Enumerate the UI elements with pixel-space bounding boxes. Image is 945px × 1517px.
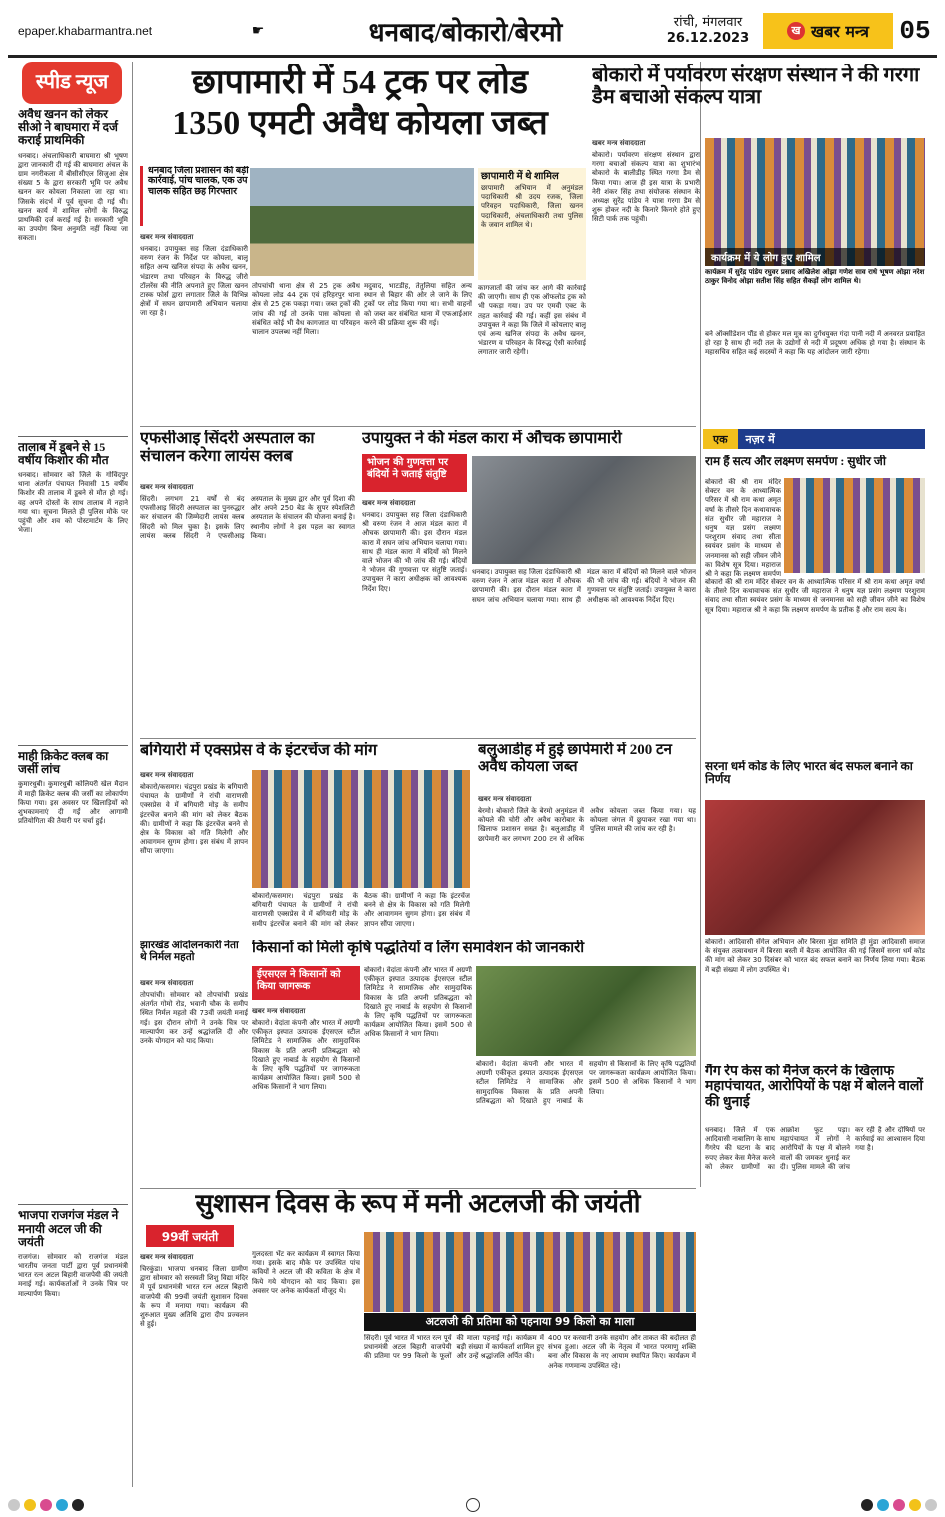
registration-dot xyxy=(861,1499,873,1511)
nazar-story2-body: बोकारो। आदिवासी सेंगेल अभियान और बिरसा मुंडा समिति ही मुंडा आदिवासी समाज के संयुक्त तत्वावधान में बिरसा बस्ती में बैठक आयोजित की गई जिसमें सरना धर्म कोड की मांग को लेकर 30 दिसंबर को भारत बंद सफल बनाने का निर्णय लिया गया। बैठक में बड़ी संख्या में लोग उपस्थित थे। xyxy=(705,938,925,974)
atal-col-2: गुलदस्ता भेंट कर कार्यक्रम में स्वागत किया गया। इसके बाद मौके पर उपस्थित पांच कवियों ने अटल जी की कविता के क्षेत्र में किये गये योगदान को याद किया। इस अवसर पर अनेक कार्यकर्ता मौजूद थे। xyxy=(252,1250,360,1295)
divider xyxy=(18,745,128,746)
atal-tag: 99वीं जयंती xyxy=(146,1225,234,1247)
registration-dot xyxy=(24,1499,36,1511)
lead-title-line2: 1350 एमटी अवैध कोयला जब्त xyxy=(172,105,548,143)
atal-col-4: 400 पर करवानी उनके सहयोग और ताकत की बदौलत ही संभव हुआ। अटल जी के नेतृत्व में भारत परमाणु शक्ति बना और विकास के नए आयाम स्थापित किए। कार्यक्रम में अनेक गणमान्य उपस्थित रहे। xyxy=(548,1334,696,1370)
lead-body: धनबाद। उपायुक्त सह जिला दंडाधिकारी वरुण रंजन के निर्देश पर कोयला, बालू सहित अन्य खनिज संपदा के अवैध खनन, भंडारण तथा परिवहन के विरुद्ध जीरो टॉलरेंस की नीति अपनाते हुए जिला खनन टास्क फोर्स द्वारा लगातार जिले के विभिन्न क्षेत्रों में सघन छापामारी अभियान चलाया जा रहा है। xyxy=(140,245,248,318)
bokaro-headline: बोकारो में पर्यावरण संरक्षण संस्थान ने की गरगा डैम बचाओ संकल्प यात्रा xyxy=(592,64,920,108)
bokaro-photo xyxy=(705,138,925,266)
edition-title: धनबाद/बोकारो/बेरमो xyxy=(368,17,563,47)
column-divider xyxy=(700,62,701,1187)
masthead xyxy=(8,6,937,58)
gang-headline: गैंग रेप केस को मैनेज करने के खिलाफ महापंचायत, आरोपियों के पक्ष में बोलने वालों की धुनाई xyxy=(705,1064,924,1110)
kisan-body-cont2: बोकारो। वेदांता कंपनी और भारत में अग्रणी एकीकृत इस्पात उत्पादक ईएसएल स्टील लिमिटेड ने सामाजिक और सामुदायिक विकास के प्रति अपनी प्रतिबद्धता को दिखाते हुए नाबार्ड के सहयोग से किसानों के लिए कृषि पद्धतियों पर जागरूकता कार्यक्रम आयोजित किया। इसमें 500 से अधिक किसानों ने भाग लिया। xyxy=(476,1060,696,1105)
kisan-body-cont: बोकारो। वेदांता कंपनी और भारत में अग्रणी एकीकृत इस्पात उत्पादक ईएसएल स्टील लिमिटेड ने सामाजिक और सामुदायिक विकास के प्रति अपनी प्रतिबद्धता को दिखाते हुए नाबार्ड के सहयोग से किसानों के लिए कृषि पद्धतियों पर जागरूकता कार्यक्रम आयोजित किया। इसमें 500 से अधिक किसानों ने भाग लिया। xyxy=(364,966,472,1039)
section-divider xyxy=(140,1188,696,1189)
divider xyxy=(18,1204,128,1205)
bagiyari-headline: बगियारी में एक्सप्रेस वे के इंटरचेंज की मांग xyxy=(140,742,378,759)
divider xyxy=(18,436,128,437)
registration-dot xyxy=(40,1499,52,1511)
ek-label: एक xyxy=(703,429,738,449)
sindri-headline: एफसीआइ सिंदरी अस्पताल का संचालन करेगा लायंस क्लब xyxy=(140,430,315,465)
section-divider xyxy=(140,738,696,739)
bokaro-col-2 xyxy=(705,330,925,426)
byline: खबर मन्त्र संवाददाता xyxy=(478,795,532,803)
gang-body: धनबाद। जिले में एक आदिवासी नाबालिग के साथ गैंगरेप की घटना के बाद रुपए लेकर केस मैनेज करने को लेकर ग्रामीणों का आक्रोश फूट पड़ा। महापंचायत में लोगों ने आरोपियों के पक्ष में बोलने वालों की जमकर धुनाई कर दी। पुलिस मामले की जांच कर रही है और दोषियों पर कार्रवाई का आश्वासन दिया गया है। xyxy=(705,1126,925,1171)
byline: खबर मन्त्र संवाददाता xyxy=(140,233,194,241)
lead-body: तोपचांची थाना क्षेत्र से 25 ट्रक अवैध कोयला लोड 44 ट्रक एवं हरिहरपुर थाना क्षेत्र से 25 ट्रक पकड़ा गया। जब्त ट्रकों की जांच की गई तो उनके पास कोयला से संबंधित कोई भी वैध कागजात या परिवहन चालान उपलब्ध नहीं मिला। xyxy=(252,282,360,337)
byline: खबर मन्त्र संवाददाता xyxy=(592,139,646,147)
lead-col-3 xyxy=(364,282,472,422)
section-divider xyxy=(140,426,696,427)
byline: खबर मन्त्र संवाददाता xyxy=(140,1253,194,1261)
print-footer xyxy=(8,1496,937,1514)
pointer-icon: ☛ xyxy=(251,22,265,39)
kisan-body: खबर मन्त्र संवाददाता बोकारो। वेदांता कंपनी और भारत में अग्रणी एकीकृत इस्पात उत्पादक ईएसएल स्टील लिमिटेड ने सामाजिक और सामुदायिक विकास के प्रति अपनी प्रतिबद्धता को दिखाते हुए नाबार्ड के सहयोग से किसानों के लिए कृषि पद्धतियों पर जागरूकता कार्यक्रम आयोजित किया। इसमें 500 से अधिक किसानों ने भाग लिया। xyxy=(252,1007,360,1092)
story-title: भाजपा राजगंज मंडल ने मनायी अटल जी की जयंती xyxy=(18,1208,119,1249)
lead-col-2 xyxy=(252,282,360,422)
page-number: 05 xyxy=(899,15,931,46)
bokaro-photo-label: कार्यक्रम में ये लोग हुए शामिल xyxy=(705,248,925,266)
lead-kicker: धनबाद जिला प्रशासन की बड़ी कार्रवाई, पांच चालक, एक उप चालक सहित छह गिरफ्तार xyxy=(140,166,250,226)
mandal-headline: उपायुक्त ने की मंडल कारा में औचक छापामारी xyxy=(362,430,622,447)
byline: खबर मन्त्र संवाददाता xyxy=(140,483,194,491)
mandal-photo xyxy=(472,456,696,564)
registration-dot xyxy=(72,1499,84,1511)
registration-dot xyxy=(925,1499,937,1511)
nazar-story1-body-cont: बोकारो की श्री राम मंदिर सेक्टर वन के आध्यात्मिक परिसर में श्री राम कथा अमृत वर्षा के तीसरे दिन कथावाचक संत सुधीर जी महाराज ने धनुष यज्ञ प्रसंग लक्ष्मण परशुराम संवाद तथा सीता स्वयंवर प्रसंग के माध्यम से जनमानस को सही जीवन जीने का विशेष सूत्र दिया। महाराज श्री ने कहा कि लक्ष्मण समर्पण के प्रतीक हैं और राम सत्य के। xyxy=(705,578,925,614)
nazar-story2-title: सरना धर्म कोड के लिए भारत बंद सफल बनाने का निर्णय xyxy=(705,760,913,787)
lead-body: कागजातों की जांच कर आगे की कार्रवाई की जाएगी। साथ ही एक ऑफलोड ट्रक को भी पकड़ा गया। उप पर एमवी एक्ट के तहत कार्रवाई की गई। कहीं इस संबंध में उपायुक्त ने कहा कि जिले में कोयलाए बालू एवं अन्य खनिज संपदा के अवैध खनन, भंडारण व परिवहन के विरुद्ध ऐसी कार्रवाई लगातार जारी रहेगी। xyxy=(478,284,586,357)
box-title: छापामारी में थे शामिल xyxy=(481,171,559,182)
box-body: छापामारी अभियान में अनुमंडल पदाधिकारी श्री उदय रजक, जिला परिवहन पदाधिकारी, जिला खनन पदाधिकारी, अंचलाधिकारी तथा पुलिस के जवान शामिल थे। xyxy=(481,184,583,229)
atal-col-1: खबर मन्त्र संवाददाता चिरकुंडा। भाजपा धनबाद जिला ग्रामीण द्वारा सोमवार को सरस्वती शिशु विद्या मंदिर में पूर्व प्रधानमंत्री भारत रत्न अटल बिहारी वाजपेयी की 99वीं जयंती सुशासन दिवस के रूप में मनाया गया। कार्यक्रम की शुरुआत मुख्य अतिथि द्वारा दीप प्रज्वलन से हुई। xyxy=(140,1253,248,1329)
registration-dot xyxy=(909,1499,921,1511)
registration-dot xyxy=(893,1499,905,1511)
baluadih-headline: बलुआडीह में हुई छापेमारी में 200 टन अवैध कोयला जब्त xyxy=(478,742,672,775)
sindri-body: खबर मन्त्र संवाददाता सिंदरी। लगभग 21 वर्षों से बंद एफसीआइ सिंदरी अस्पताल का पुनरुद्धार कर संचालन की जिम्मेदारी लायंस क्लब सिंदरी को मिल चुका है। इसके लिए लायंस क्लब सिंदरी ने एफसीआइ अस्पताल के मुख्य द्वार और पूर्व दिशा की ओर अपने 250 बेड के सुपर स्पेशलिटी अस्पताल के संचालन की योजना बनाई है। स्थानीय लोगों ने इस पहल का स्वागत किया। xyxy=(140,483,355,540)
brand xyxy=(763,13,893,49)
byline: खबर मन्त्र संवाददाता xyxy=(140,771,194,779)
date: 26.12.2023 xyxy=(666,30,750,46)
lead-photo-trucks xyxy=(250,168,474,276)
jharkhand-body: खबर मन्त्र संवाददाता तोपचांची। सोमवार को तोपचांची प्रखंड अंतर्गत गोमो रोड, भवानी चौक के समीप स्थित निर्मल महतो की 73वीं जयंती मनाई गई। इस दौरान लोगों ने उनके चित्र पर माल्यार्पण कर उन्हें श्रद्धांजलि दी और उनके योगदान को याद किया। xyxy=(140,979,248,1046)
epaper-url[interactable]: epaper.khabarmantra.net xyxy=(18,23,153,38)
bokaro-col-1 xyxy=(592,136,700,426)
mandal-body-cont: धनबाद। उपायुक्त सह जिला दंडाधिकारी श्री वरुण रंजन ने आज मंडल कारा में औचक छापामारी की। इस दौरान मंडल कारा में सघन जांच अभियान चलाया गया। साथ ही मंडल कारा में बंदियों को मिलने वाले भोजन की भी जांच की गई। बंदियों ने भोजन की गुणवत्ता पर संतुष्टि जताई। उपायुक्त ने कारा अधीक्षक को आवश्यक निर्देश दिए। xyxy=(472,568,696,604)
story-title: अवैध खनन को लेकर सीओ ने बाघमारा में दर्ज कराई प्राथमिकी xyxy=(18,108,118,148)
lead-col-4 xyxy=(478,284,586,422)
left-column xyxy=(18,108,128,1488)
nazar-story1-body: बोकारो की श्री राम मंदिर सेक्टर वन के आध्यात्मिक परिसर में श्री राम कथा अमृत वर्षा के तीसरे दिन कथावाचक संत सुधीर जी महाराज ने धनुष यज्ञ प्रसंग लक्ष्मण परशुराम संवाद तथा सीता स्वयंवर प्रसंग के माध्यम से जनमानस को सही जीवन जीने का विशेष सूत्र दिया। महाराज श्री ने कहा कि लक्ष्मण समर्पण xyxy=(705,478,781,578)
brand-name: खबर मन्त्र xyxy=(811,21,869,41)
brand-logo-icon: ख xyxy=(787,22,805,40)
byline: खबर मन्त्र संवाददाता xyxy=(252,1007,306,1015)
column-divider xyxy=(132,62,133,1487)
story-body: राजगंज। सोमवार को राजगंज मंडल भारतीय जनता पार्टी द्वारा पूर्व प्रधानमंत्री भारत रत्न अटल बिहारी वाजपेयी की जयंती मनाई गई। कार्यकर्ताओं ने उनके चित्र पर माल्यार्पण किया। xyxy=(18,1252,128,1298)
ramkatha-photo xyxy=(784,478,925,573)
baluadih-body: खबर मन्त्र संवाददाता बेरमो। बोकारो जिले के बेरमो अनुमंडल में कोयले की चोरी और अवैध कारोबार के खिलाफ प्रशासन सख्त है। बलुआडीह में छापेमारी कर लगभग 200 टन से अधिक अवैध कोयला जब्त किया गया। यह कोयला जंगल में छुपाकर रखा गया था। पुलिस मामले की जांच कर रही है। xyxy=(478,795,696,843)
kisan-headline: किसानों को मिली कृषि पद्धतियों व लिंग समावेशन की जानकारी xyxy=(252,940,585,956)
bokaro-caption: कार्यक्रम में सुरेंद्र पांडेय रघुवर प्रसाद अखिलेश ओझा गणेश साव राधे भूषण ओझा नरेश ठाकुर विनोद ओझा सतीश सिंह सहित सैकड़ों लोग शामिल थे। xyxy=(705,268,925,285)
bagiyari-body: खबर मन्त्र संवाददाता बोकारो/कसमार। चंद्रपुरा प्रखंड के बगियारी पंचायत के ग्रामीणों ने रांची वाराणसी एक्सप्रेस वे में बगियारी मोड़ के समीप इंटरचेंज बनाने की मांग को लेकर बैठक की। ग्रामीणों ने कहा कि इंटरचेंज बनने से क्षेत्र के विकास को गति मिलेगी और आवागमन सुगम होगा। इस संबंध में ज्ञापन सौंपा जाएगा। xyxy=(140,771,248,856)
lead-headline-block xyxy=(140,64,580,174)
jharkhand-headline: झारखंड आंदोलनकारी नेता थे निर्मल महतो xyxy=(140,940,239,963)
story-title: तालाब में डूबने से 15 वर्षीय किशोर की मौत xyxy=(18,439,109,467)
byline: खबर मन्त्र संवाददाता xyxy=(140,979,194,987)
lead-col-1 xyxy=(140,230,248,420)
lead-title-line1: छापामारी में 54 ट्रक पर लोड xyxy=(192,64,528,101)
lead-body: मदुवाद, भाटडीह, तेतुलिया सहित अन्य स्थान से बिहार की ओर ले जाने के लिए ट्रकों पर लोड किया गया था। सभी वाहनों को जब्त कर संबंधित थाना में एफआईआर करने की प्रक्रिया शुरू की गई। xyxy=(364,282,472,327)
byline: खबर मन्त्र संवाददाता xyxy=(362,499,416,507)
atal-photo xyxy=(364,1232,696,1312)
kisan-photo xyxy=(476,966,696,1056)
sarna-photo xyxy=(705,800,925,935)
story-title: माही क्रिकेट क्लब का जर्सी लांच xyxy=(18,748,109,777)
story-body: कुमारधुबी। कुमारधुबी कोलियरी खेल मैदान में माही क्रिकेट क्लब की जर्सी का लोकार्पण किया गया। इस अवसर पर खिलाड़ियों को शुभकामनाएं दी गईं और आगामी प्रतियोगिता की तैयारी पर चर्चा हुई। xyxy=(18,780,128,826)
color-registration-left xyxy=(8,1499,84,1511)
atal-photo-label: अटलजी की प्रतिमा को पहनाया 99 किलो का माला xyxy=(364,1313,696,1331)
bagiyari-photo xyxy=(252,770,470,888)
color-registration-right xyxy=(861,1499,937,1511)
bokaro-body: बने ऑक्सीडेशन पौंड से होकर मल मूत्र का दुर्गंधयुक्त गंदा पानी नदी में अनवरत प्रवाहित हो रहा है साथ ही नदी तल के उद्योगों से नदी में प्रदूषण अधिक हो गया है। संस्थान के महासचिव सहित कई सदस्यों ने कहा कि यह आंदोलन जारी रहेगा। xyxy=(705,330,925,357)
nazar-story1-title: राम हैं सत्य और लक्ष्मण समर्पण : सुधीर जी xyxy=(705,455,886,468)
atal-col-3: सिंदरी। पूर्व भारत में भारत रत्न पूर्व प्रधानमंत्री अटल बिहारी वाजपेयी की प्रतिमा पर 99 किलो के फूलों की माला पहनाई गई। कार्यक्रम में बड़ी संख्या में कार्यकर्ता शामिल हुए और उन्हें श्रद्धांजलि अर्पित की। xyxy=(364,1334,544,1361)
atal-headline: सुशासन दिवस के रूप में मनी अटलजी की जयंती xyxy=(195,1190,641,1218)
registration-dot xyxy=(877,1499,889,1511)
bokaro-body: बोकारो। पर्यावरण संरक्षण संस्थान द्वारा गरगा बचाओ संकल्प यात्रा का शुभारंभ बोकारो के बालीडीह स्थित गरगा डैम से किया गया। आज ही इस यात्रा के प्रभारी नेरी शंकर सिंह तथा संयोजक संस्थान के अध्यक्ष सुरेंद्र पांडेय ने यात्रा गरगा डैम से शुरू होकर नदी के किनारे किनारे होते हुए सिटी पार्क तक पहुंची। xyxy=(592,151,700,224)
city-day: रांची, मंगलवार xyxy=(673,14,743,30)
mandal-body: खबर मन्त्र संवाददाता धनबाद। उपायुक्त सह जिला दंडाधिकारी श्री वरुण रंजन ने आज मंडल कारा में औचक छापामारी की। इस दौरान मंडल कारा में सघन जांच अभियान चलाया गया। साथ ही मंडल कारा में बंदियों को मिलने वाले भोजन की भी जांच की गई। बंदियों ने भोजन की गुणवत्ता पर संतुष्टि जताई। उपायुक्त ने कारा अधीक्षक को आवश्यक निर्देश दिए। xyxy=(362,499,467,593)
nazar-label: नज़र में xyxy=(745,432,775,446)
bagiyari-body-cont: बोकारो/कसमार। चंद्रपुरा प्रखंड के बगियारी पंचायत के ग्रामीणों ने रांची वाराणसी एक्सप्रेस वे में बगियारी मोड़ के समीप इंटरचेंज बनाने की मांग को लेकर बैठक की। ग्रामीणों ने कहा कि इंटरचेंज बनने से क्षेत्र के विकास को गति मिलेगी और आवागमन सुगम होगा। इस संबंध में ज्ञापन सौंपा जाएगा। xyxy=(252,892,470,928)
mandal-tag: भोजन की गुणवत्ता पर बंदियों ने जताई संतुष्टि xyxy=(362,454,467,492)
registration-dot xyxy=(56,1499,68,1511)
crosshair-icon xyxy=(466,1498,480,1512)
story-body: धनबाद। सोमवार को जिले के गोविंदपुर थाना अंतर्गत पंचायत निवासी 15 वर्षीय किशोर की तालाब में डूबने से मौत हो गई। वह अपने दोस्तों के साथ तालाब में नहाने गया था। सूचना मिलते ही पुलिस मौके पर पहुंची और शव को पोस्टमार्टम के लिए भेजा। xyxy=(18,470,128,535)
raid-team-box xyxy=(478,168,586,280)
speed-news-badge: स्पीड न्यूज xyxy=(22,62,122,104)
registration-dot xyxy=(8,1499,20,1511)
dateline xyxy=(653,15,763,47)
story-body: धनबाद। अंचलाधिकारी बाघमारा श्री भूषण द्वारा जानकारी दी गई की बाघमारा अंचल के ग्राम नगरीकला में बीसीसीएल सिजुआ क्षेत्र संख्या 5 के द्वारा सरकारी भूमि पर अवैध खनन कर कोयला निकाला जा रहा था। जिसके संदर्भ में पूर्व सूचना दी गई थी। खनन कार्य में शामिल लोगों के विरुद्ध प्राथमिकी दर्ज कराई गई है। सरकारी भूमि का उपयोग बिना अनुमति नहीं किया जा सकता। xyxy=(18,151,128,243)
kisan-tag: ईएसएल ने किसानों को किया जागरूक xyxy=(252,966,360,1000)
ek-nazar-bar xyxy=(703,429,925,449)
